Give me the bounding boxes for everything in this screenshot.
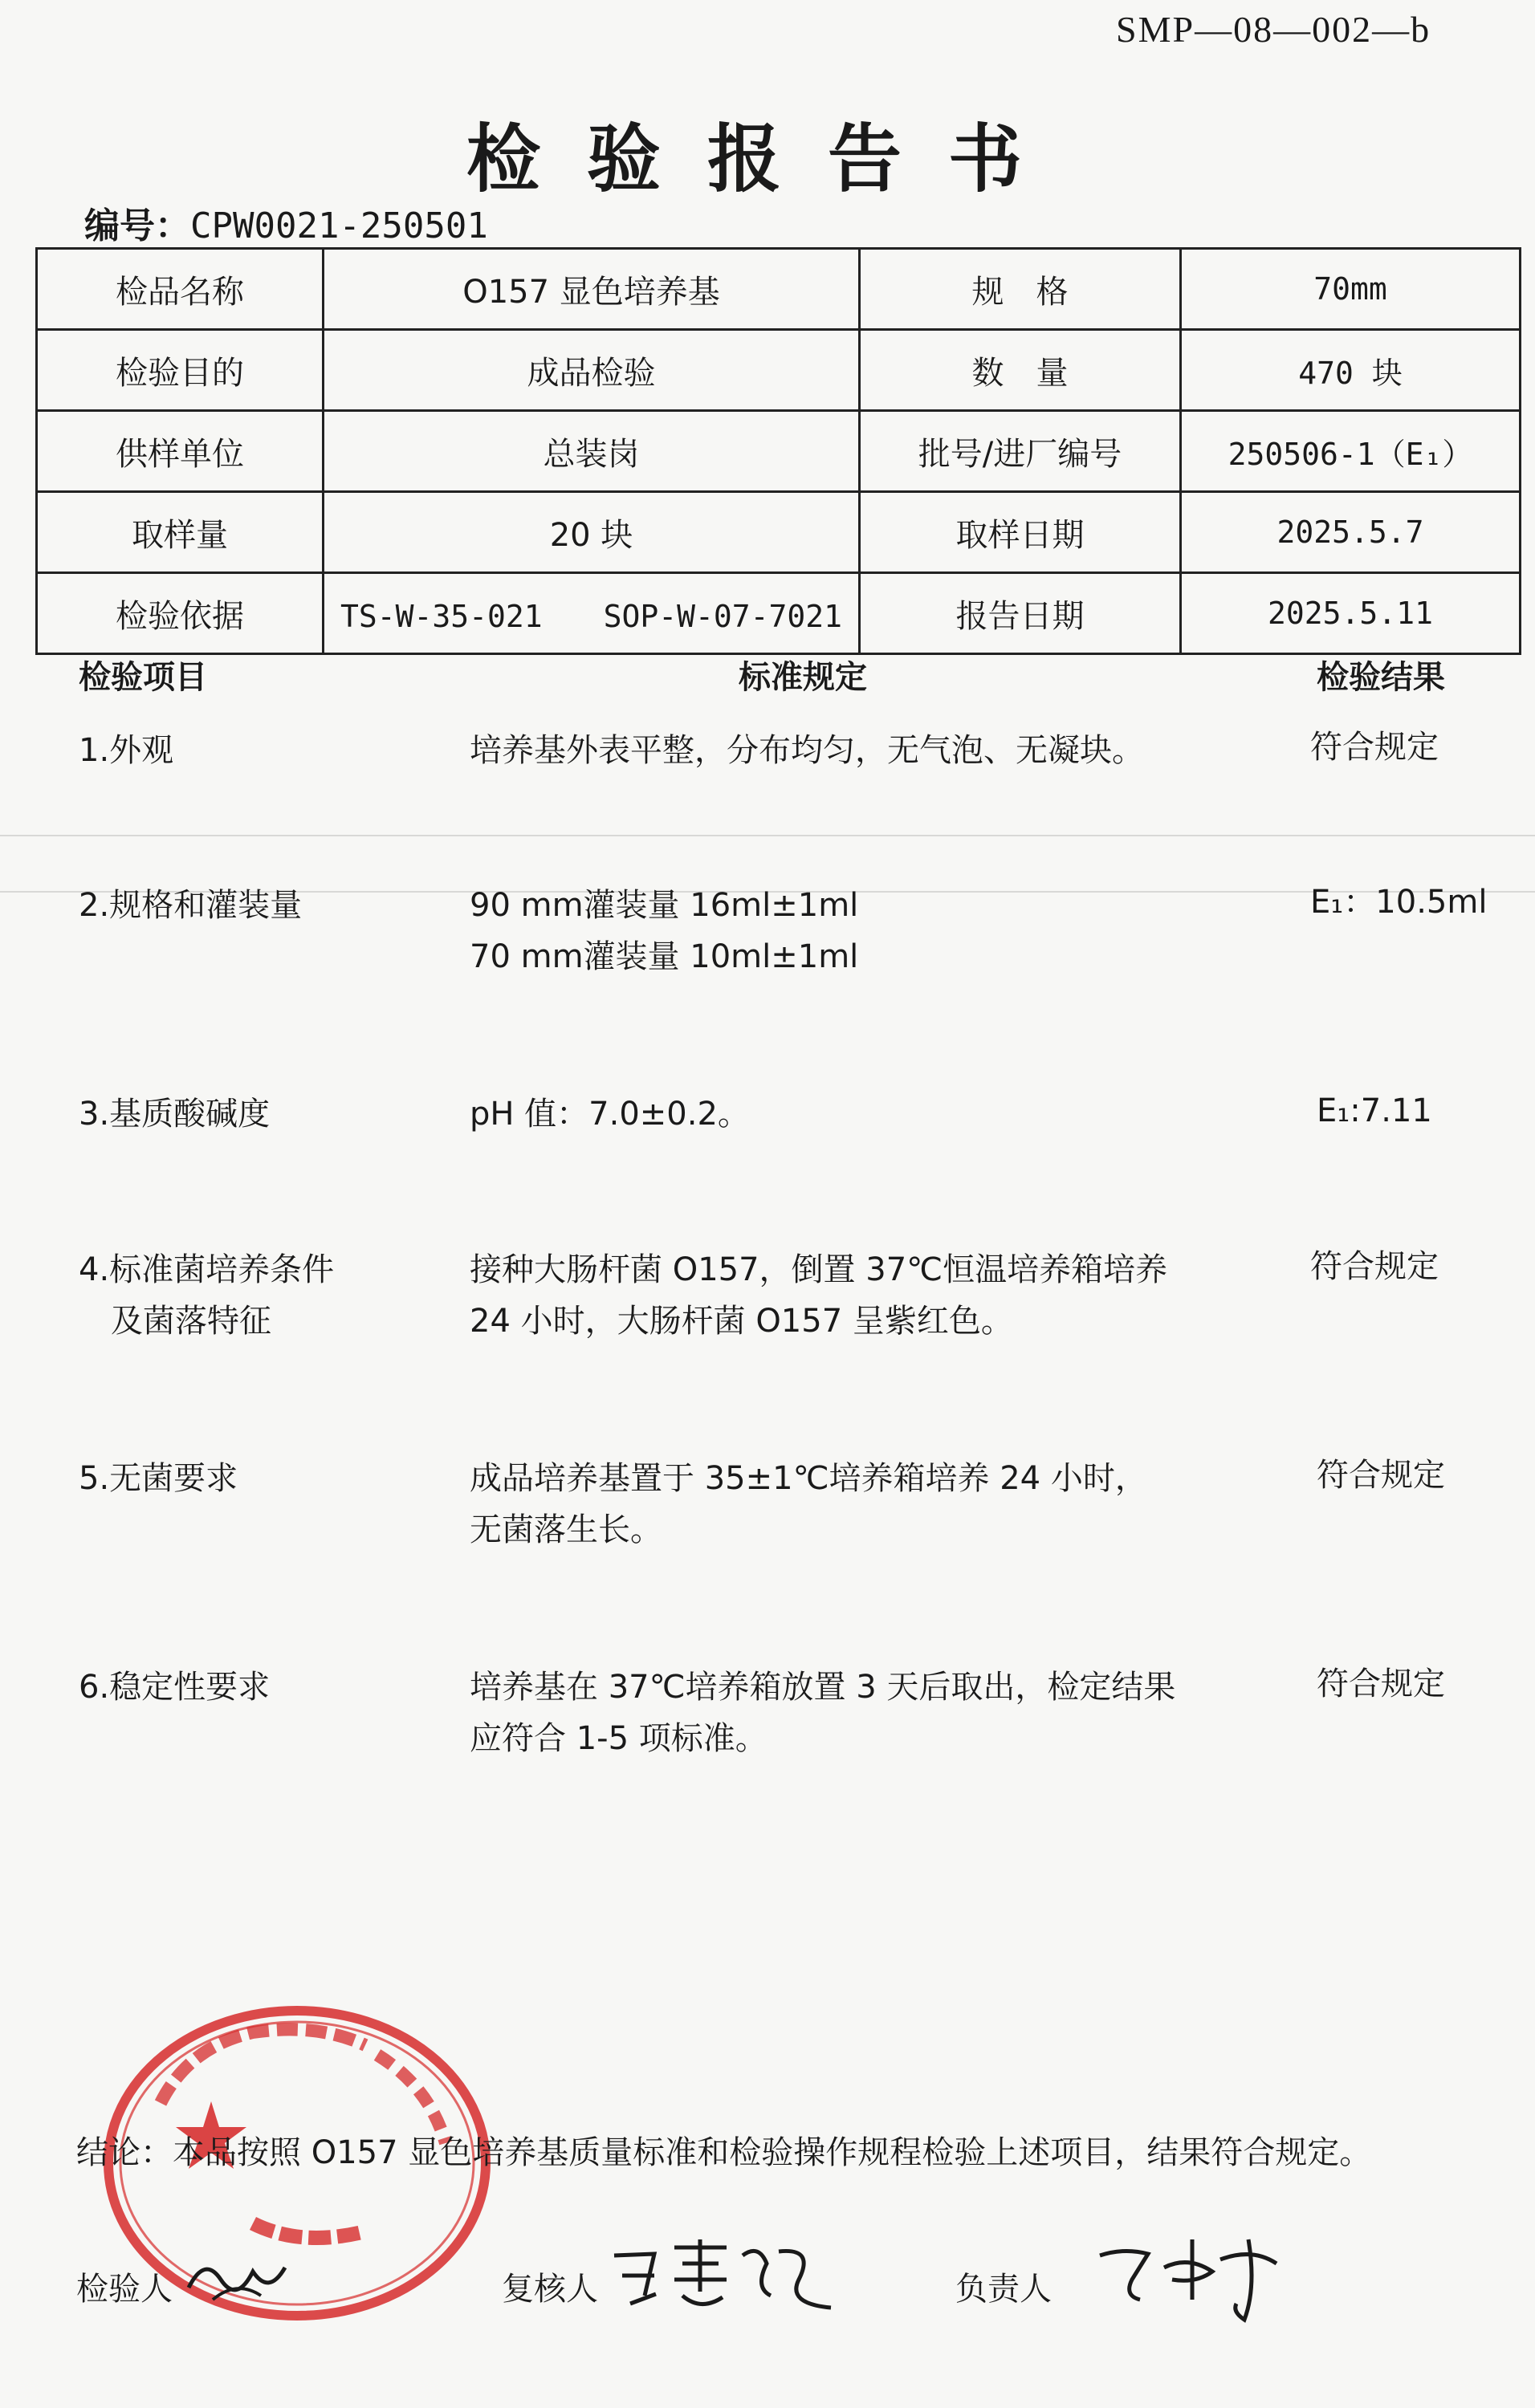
conclusion-text: 结论：本品按照 O157 显色培养基质量标准和检验操作规程检验上述项目，结果符合规定。 (76, 2134, 1372, 2171)
inspector-label: 检验人 (76, 2271, 173, 2308)
item-result: 符合规定 (1310, 729, 1439, 766)
cell-label: 检验目的 (37, 330, 324, 411)
item-result: 符合规定 (1310, 1248, 1439, 1285)
cell-label: 检验依据 (37, 573, 324, 654)
cell-value: 2025.5.11 (1181, 573, 1521, 654)
cell-value: 70mm (1181, 249, 1521, 330)
cell-value: 20 块 (324, 492, 860, 573)
cell-value: 成品检验 (324, 330, 860, 411)
item-result: E₁：10.5ml (1310, 884, 1488, 921)
item-standard: pH 值：7.0±0.2。 (470, 1096, 750, 1133)
cell-label: 供样单位 (37, 411, 324, 492)
table-row (37, 330, 1521, 411)
sample-info-table (35, 247, 1521, 655)
table-row (37, 249, 1521, 330)
item-name: 6.稳定性要求 (79, 1669, 271, 1706)
responsible-label: 负责人 (955, 2271, 1052, 2308)
reviewer-signature (606, 2231, 839, 2320)
item-name: 4.标准菌培养条件 (79, 1251, 335, 1288)
inspector-signature (181, 2247, 301, 2312)
serial-label: 编号： (84, 205, 190, 246)
cell-value: 470 块 (1181, 330, 1521, 411)
header-standard: 标准规定 (739, 659, 867, 696)
table-row (37, 492, 1521, 573)
item-standard: 应符合 1-5 项标准。 (470, 1720, 768, 1757)
cell-value: 250506-1（E₁） (1181, 411, 1521, 492)
item-name: 2.规格和灌装量 (79, 887, 303, 924)
item-standard: 无菌落生长。 (470, 1511, 662, 1548)
item-standard: 90 mm灌装量 16ml±1ml (470, 887, 859, 924)
responsible-signature (1092, 2223, 1301, 2328)
serial-value: CPW0021-250501 (190, 205, 488, 246)
item-result: 符合规定 (1317, 1666, 1445, 1702)
item-standard: 成品培养基置于 35±1℃培养箱培养 24 小时， (470, 1460, 1147, 1497)
item-standard: 24 小时，大肠杆菌 O157 呈紫红色。 (470, 1303, 1013, 1340)
cell-label: 批号/进厂编号 (860, 411, 1181, 492)
header-result: 检验结果 (1317, 659, 1445, 696)
scan-artifact-line (0, 835, 1535, 836)
cell-value: TS-W-35-021 SOP-W-07-7021 (324, 573, 860, 654)
cell-label: 取样日期 (860, 492, 1181, 573)
item-name: 及菌落特征 (79, 1303, 271, 1340)
table-row (37, 411, 1521, 492)
item-name: 1.外观 (79, 732, 174, 769)
cell-value: 2025.5.7 (1181, 492, 1521, 573)
report-title: 检验报告书 (466, 116, 1069, 202)
reviewer-label: 复核人 (502, 2271, 598, 2308)
item-result: 符合规定 (1317, 1457, 1445, 1494)
item-name: 3.基质酸碱度 (79, 1096, 271, 1133)
cell-value: O157 显色培养基 (324, 249, 860, 330)
item-standard: 培养基外表平整，分布均匀，无气泡、无凝块。 (470, 732, 1144, 769)
cell-label: 数 量 (860, 330, 1181, 411)
header-item: 检验项目 (79, 659, 207, 696)
item-standard: 培养基在 37℃培养箱放置 3 天后取出，检定结果 (470, 1669, 1176, 1706)
item-result: E₁:7.11 (1317, 1092, 1432, 1129)
item-standard: 接种大肠杆菌 O157，倒置 37℃恒温培养箱培养 (470, 1251, 1168, 1288)
table-row (37, 573, 1521, 654)
cell-label: 取样量 (37, 492, 324, 573)
item-standard: 70 mm灌装量 10ml±1ml (470, 938, 859, 975)
item-name: 5.无菌要求 (79, 1460, 238, 1497)
document-code: SMP—08—002—b (1116, 9, 1431, 50)
cell-label: 规 格 (860, 249, 1181, 330)
serial-number (84, 197, 488, 248)
cell-label: 检品名称 (37, 249, 324, 330)
cell-value: 总装岗 (324, 411, 860, 492)
cell-label: 报告日期 (860, 573, 1181, 654)
